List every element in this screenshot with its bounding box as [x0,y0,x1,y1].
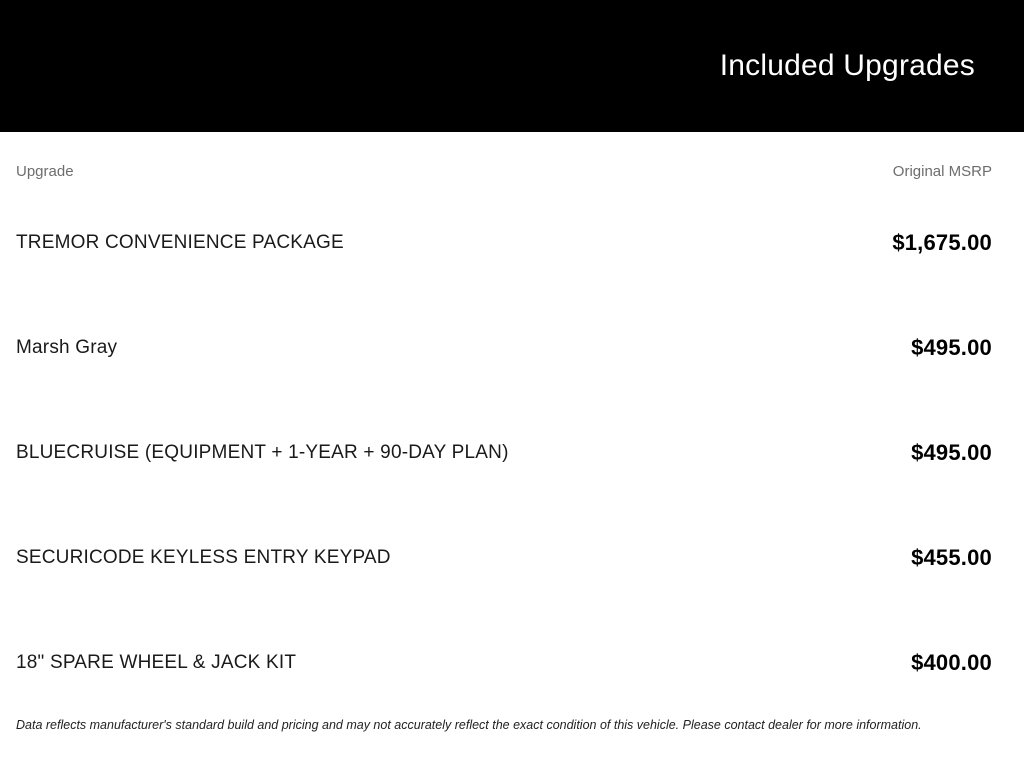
table-row [16,400,992,505]
pricing-disclaimer: Data reflects manufacturer's standard build and pricing and may not accurately reflect the exact condition of this vehicle. Please contact dealer for more information. [16,718,922,732]
column-header-upgrade: Upgrade [16,163,74,180]
upgrade-name: Marsh Gray [16,336,118,358]
table-header-row [16,132,992,182]
upgrade-price: $495.00 [911,439,992,465]
page-header [0,0,1024,132]
upgrade-price: $1,675.00 [892,229,992,255]
upgrade-name: BLUECRUISE (EQUIPMENT + 1-YEAR + 90-DAY PLAN) [16,441,509,463]
upgrades-table [0,132,1024,733]
table-row [16,190,992,295]
table-row [16,505,992,610]
upgrade-price: $455.00 [911,544,992,570]
table-row [16,610,992,715]
page-title: Included Upgrades [719,49,975,82]
column-header-original-msrp: Original MSRP [892,163,992,180]
upgrade-name: 18" SPARE WHEEL & JACK KIT [16,651,297,673]
upgrade-name: TREMOR CONVENIENCE PACKAGE [16,231,344,253]
upgrade-price: $400.00 [911,649,992,675]
upgrades-list [16,190,992,715]
table-row [16,295,992,400]
upgrade-name: SECURICODE KEYLESS ENTRY KEYPAD [16,546,391,568]
upgrade-price: $495.00 [911,334,992,360]
